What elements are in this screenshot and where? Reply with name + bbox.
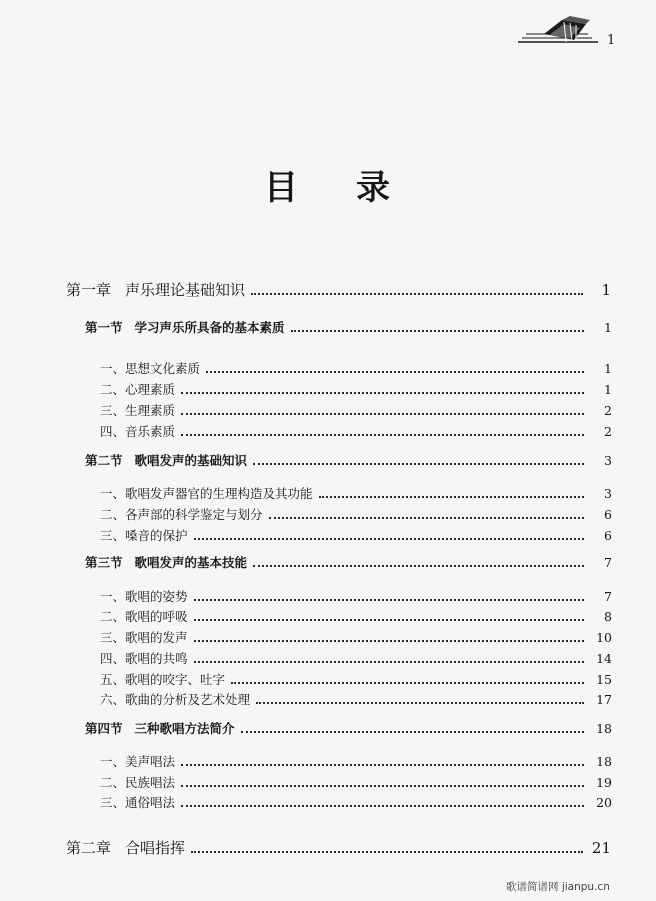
toc-item[interactable] xyxy=(100,777,612,790)
section-title: 歌唱发声的基本技能 xyxy=(134,555,248,570)
chapter-page: 21 xyxy=(591,839,611,857)
section-page: 3 xyxy=(604,453,612,468)
dot-leader xyxy=(251,293,583,295)
title-char-1: 目 xyxy=(264,168,300,208)
toc-item[interactable] xyxy=(100,756,612,769)
title-char-2: 录 xyxy=(356,168,392,208)
toc-item[interactable] xyxy=(100,694,612,707)
section-title: 学习声乐所具备的基本素质 xyxy=(134,320,285,335)
dot-leader xyxy=(291,330,584,332)
toc-item[interactable] xyxy=(100,405,612,418)
dot-leader xyxy=(181,805,584,807)
section-page: 1 xyxy=(604,320,612,335)
toc-section-2[interactable] xyxy=(85,455,612,468)
item-page: 1 xyxy=(604,382,612,397)
toc-item[interactable] xyxy=(100,530,612,543)
dot-leader xyxy=(181,413,584,415)
section-page: 7 xyxy=(604,555,612,570)
chapter-number: 第一章 xyxy=(66,281,112,299)
toc-section-3[interactable] xyxy=(85,557,612,570)
item-page: 2 xyxy=(604,403,612,418)
toc-item[interactable] xyxy=(100,488,612,501)
section-page: 18 xyxy=(596,721,612,736)
toc-item[interactable] xyxy=(100,674,612,687)
item-page: 19 xyxy=(596,775,612,790)
item-title: 一、歌唱的姿势 xyxy=(100,589,188,604)
toc-item[interactable] xyxy=(100,797,612,810)
toc-item[interactable] xyxy=(100,611,612,624)
item-page: 2 xyxy=(604,424,612,439)
dot-leader xyxy=(181,392,584,394)
item-title: 二、民族唱法 xyxy=(100,775,176,790)
toc-item[interactable] xyxy=(100,591,612,604)
dot-leader xyxy=(206,371,584,373)
toc-item[interactable] xyxy=(100,426,612,439)
item-page: 7 xyxy=(604,589,612,604)
dot-leader xyxy=(319,496,584,498)
item-title: 五、歌唱的咬字、吐字 xyxy=(100,672,226,687)
site-watermark: 歌谱简谱网 jianpu.cn xyxy=(506,881,610,893)
item-title: 一、美声唱法 xyxy=(100,754,176,769)
item-title: 一、歌唱发声器官的生理构造及其功能 xyxy=(100,486,313,501)
item-title: 六、歌曲的分析及艺术处理 xyxy=(100,692,251,707)
section-title: 歌唱发声的基础知识 xyxy=(134,453,248,468)
item-page: 8 xyxy=(604,609,612,624)
section-number: 第四节 xyxy=(85,721,123,736)
item-page: 20 xyxy=(596,795,612,810)
item-page: 14 xyxy=(596,651,612,666)
dot-leader xyxy=(253,565,584,567)
section-number: 第一节 xyxy=(85,320,123,335)
item-title: 三、嗓音的保护 xyxy=(100,528,188,543)
dot-leader xyxy=(191,851,583,853)
section-number: 第二节 xyxy=(85,453,123,468)
dot-leader xyxy=(194,619,584,621)
toc-item[interactable] xyxy=(100,509,612,522)
dot-leader xyxy=(241,731,584,733)
toc-item[interactable] xyxy=(100,653,612,666)
item-title: 二、各声部的科学鉴定与划分 xyxy=(100,507,263,522)
section-title: 三种歌唱方法简介 xyxy=(134,721,235,736)
dot-leader xyxy=(253,463,584,465)
item-title: 二、歌唱的呼吸 xyxy=(100,609,188,624)
dot-leader xyxy=(231,682,584,684)
item-page: 10 xyxy=(596,630,612,645)
section-number: 第三节 xyxy=(85,555,123,570)
dot-leader xyxy=(181,764,584,766)
item-title: 三、通俗唱法 xyxy=(100,795,176,810)
dot-leader xyxy=(181,785,584,787)
dot-leader xyxy=(194,640,584,642)
item-title: 三、歌唱的发声 xyxy=(100,630,188,645)
item-page: 6 xyxy=(604,528,612,543)
item-title: 四、歌唱的共鸣 xyxy=(100,651,188,666)
chapter-number: 第二章 xyxy=(66,839,112,857)
toc-section-1[interactable] xyxy=(85,322,612,335)
dot-leader xyxy=(256,702,584,704)
dot-leader xyxy=(194,538,584,540)
dot-leader xyxy=(181,434,584,436)
page-number: 1 xyxy=(607,33,616,48)
chapter-title: 合唱指挥 xyxy=(125,839,186,857)
item-page: 18 xyxy=(596,754,612,769)
dot-leader xyxy=(269,517,584,519)
item-page: 6 xyxy=(604,507,612,522)
chapter-title: 声乐理论基础知识 xyxy=(125,281,246,299)
item-title: 四、音乐素质 xyxy=(100,424,176,439)
toc-chapter-2[interactable] xyxy=(66,841,611,856)
toc-item[interactable] xyxy=(100,384,612,397)
toc-item[interactable] xyxy=(100,632,612,645)
dot-leader xyxy=(194,599,584,601)
item-title: 二、心理素质 xyxy=(100,382,176,397)
item-title: 三、生理素质 xyxy=(100,403,176,418)
item-page: 15 xyxy=(596,672,612,687)
item-page: 1 xyxy=(604,361,612,376)
toc-item[interactable] xyxy=(100,363,612,376)
item-page: 3 xyxy=(604,486,612,501)
chapter-page: 1 xyxy=(601,281,611,299)
item-page: 17 xyxy=(596,692,612,707)
dot-leader xyxy=(194,661,584,663)
toc-chapter-1[interactable] xyxy=(66,283,611,298)
item-title: 一、思想文化素质 xyxy=(100,361,201,376)
toc-section-4[interactable] xyxy=(85,723,612,736)
